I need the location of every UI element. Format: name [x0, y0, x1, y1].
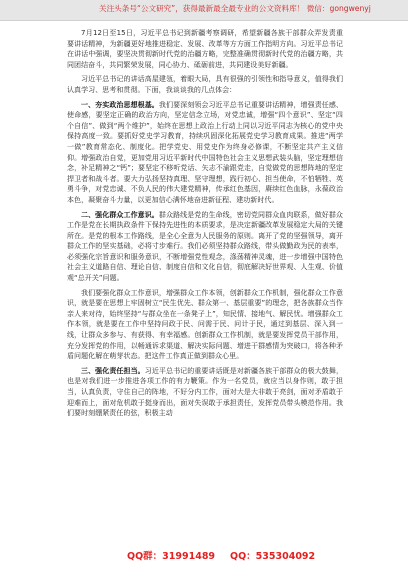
section-heading: 三、强化责任担当。: [81, 366, 145, 375]
section-heading: 一、夯实政治思想根基。: [81, 100, 159, 109]
paragraph: [67, 288, 343, 362]
document-body: [67, 28, 343, 423]
promo-banner: [0, 0, 408, 21]
section-heading: 二、强化群众工作意识。: [81, 210, 159, 219]
paragraph: [67, 74, 343, 95]
paragraph: [67, 28, 343, 70]
paragraph-text: 习近平总书记的重要讲话既是对新疆各族干部群众的极大鼓舞，也是对我们进一步推进各项工作的有力鞭策。作为一名党员，就应当以身作则，敢于担当，认真负责，守住自己的阵地，不好分内工作，面对大是大非敢于亮剑，面对矛盾敢于迎难而上，面对危机敢于挺身而出，面对失误敢于承担责任，发挥党员带头模范作用。我们要时刻绷紧责任的弦，积极主动: [67, 366, 344, 418]
paragraph-text: 我们要深刻领会习近平总书记重要讲话精神，增强责任感、使命感，要坚定正确的政治方向，坚定信念立场，对党忠诚，增强“四个意识”、坚定“四个自信”、做到“两个维护”，始终在思想上政治上行动上同以习近平同志为核心的党中央保持高度一致。要抓好党史学习教育，持续巩固深化拓展党史学习教育成果。推进“两学一做”教育常态化、制度化。把学党史、用党史作为终身必修课，不断坚定共产主义信仰。增强政治自觉，更加党用习近平新时代中国特色社会主义思想武装头脑，坚定理想信念，补足精神之“钙”；要坚定不移听党话、矢志不渝跟党走，自觉做党的思想阵地的坚定捍卫者和战斗者。要大力弘扬坚持真理、坚守理想，践行初心、担当使命，不怕牺牲、英勇斗争，对党忠诚、不负人民的伟大建党精神，传承红色基因，赓续红色血脉，永葆政治本色，凝聚奋斗力量，以更加信心满怀地奋进新征程、建功新时代。: [67, 100, 343, 204]
paragraph-text: 群众路线是党的生命线，密切党同群众血肉联系，做好群众工作是党在长期执政条件下保持先进性的本质要求，是决定新疆改革发展稳定大局的关键所在。是党的根本工作路线，是全心全意为人民服务的原则。离开了党的坚强领导，离开群众工作的坚实基础，必将寸步难行。我们必须坚持群众路线，带头做勤政为民的表率，必须强化宗旨意识和服务意识，不断增强党性观念，涤荡精神灵魂，进一步增强中国特色社会主义道路自信、理论自信、制度自信和文化自信，彻底解决好世界观、人生观、价值观“总开关”问题。: [67, 210, 343, 283]
paragraph-text: 7月12日至15日，习近平总书记到新疆考察调研，希望新疆各族干部群众弄发责重要讲话精神，为新疆更好地推进稳定、发展、改革等方方面工作指明方向。习近平总书记在讲话中强调，要坚决贯彻新时代党的治疆方略，完整准确贯彻新时代党的治疆方略，共同团结奋斗，共同繁荣发展，同心协力、砥砺前进，共同建设美好新疆。: [67, 29, 343, 69]
section-paragraph: [67, 100, 343, 206]
paragraph-text: 习近平总书记的讲话高屋建瓴，着眼大局，具有很强的引领性和指导意义，值得我们认真学习、思考和贯彻。下面，我谈谈我的几点体会：: [67, 75, 343, 94]
section-paragraph: [67, 210, 343, 284]
qq-number: QQ：535304092: [230, 551, 316, 562]
section-paragraph: [67, 366, 343, 419]
promo-banner-text: 关注头条号“公文研究”，获得最新最全最专业的公文资料库！ 微信：gongwenyj: [99, 4, 371, 13]
contact-footer: [0, 548, 408, 566]
qq-group-number: QQ群：31991489: [127, 551, 216, 562]
paragraph-text: 我们要强化群众工作意识，增强群众工作本领，创新群众工作机制，强化群众工作意识，就是要在思想上牢固树立“民生优先、群众第一、基层重要”的理念，把各族群众当作亲人来对待，始终坚持“与群众坐在一条凳子上”，知民情、接地气、解民忧。增强群众工作本领，就是要在工作中坚持问政于民、问需于民、问计于民，通过到基层、深入到一线，让群众多参与、有获得、有幸福感。创新群众工作机制，就是要发挥党员干部作用，充分发挥党的作用，以畅通诉求渠道、解决实际问题、增进干群感情为突破口，将各种矛盾问题化解在萌芽状态。把这件工作真正做到群众心里。: [67, 288, 343, 361]
